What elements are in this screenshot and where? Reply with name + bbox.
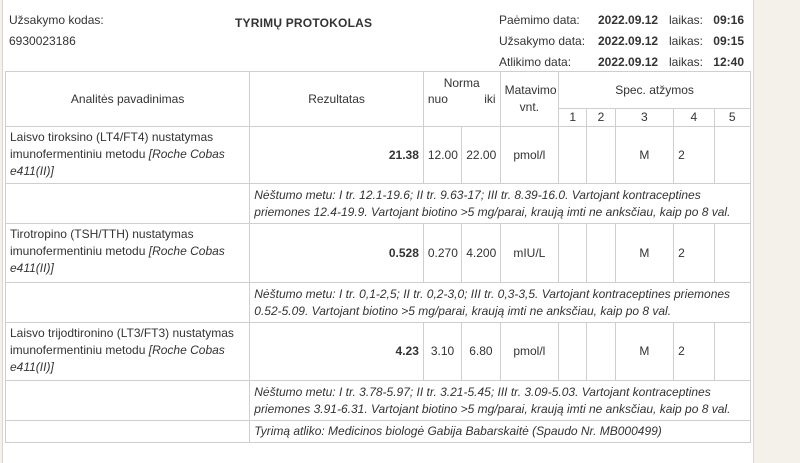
spec-mark-4: 2 (674, 127, 714, 184)
norm-spacer (423, 109, 500, 127)
order-date-row (499, 31, 744, 52)
spec-mark-4: 2 (674, 224, 714, 283)
note-row (6, 184, 751, 224)
spec-mark-4: 2 (674, 323, 714, 381)
norm-subheaders (428, 91, 496, 107)
norm-to-value: 4.200 (462, 224, 500, 283)
note-row (6, 381, 751, 421)
date-label: Atlikimo data: (499, 55, 572, 69)
result-value: 21.38 (250, 127, 424, 184)
reference-note: Nėštumo metu: I tr. 12.1-19.6; II tr. 9.63-17; III tr. 8.39-16.0. Vartojant kontraceptines priemones 12.4-19.9. Vartojant biotino >5 mg/parai, kraują imti ne anksčiau, kaip po 8 val. (250, 184, 751, 224)
spec-col-3: 3 (615, 109, 674, 127)
analyte-name (6, 224, 250, 283)
analyte-method: [Roche Cobas e411(II)] (10, 343, 225, 374)
unit-value: pmol/l (500, 323, 559, 381)
result-value: 0.528 (250, 224, 424, 283)
analyte-text: Tirotropino (TSH/TTH) nustatymas imunofermentiniu metodu (10, 227, 194, 258)
analyte-name (6, 323, 250, 381)
norm-from-value: 12.00 (423, 127, 461, 184)
order-code-block (9, 10, 104, 52)
completion-date-row (499, 52, 744, 73)
order-code-value: 6930023186 (9, 34, 76, 48)
analyte-text: Laisvo tiroksino (LT4/FT4) nustatymas imunofermentiniu metodu (10, 130, 214, 161)
spec-mark-1 (559, 127, 587, 184)
norm-to-label: iki (484, 92, 496, 107)
spec-mark-3: M (615, 127, 674, 184)
table-row (6, 127, 751, 184)
reference-note: Nėštumo metu: I tr. 3.78-5.97; II tr. 3.21-5.45; III tr. 3.09-5.03. Vartojant kontraceptines priemones 3.91-6.31. Vartojant biotino >5 mg/parai, kraują imti ne anksčiau, kaip po 8 val. (250, 381, 751, 421)
spec-mark-5 (714, 323, 750, 381)
unit-value: pmol/l (500, 127, 559, 184)
note-spacer (6, 184, 250, 224)
col-spec-header: Spec. atžymos (559, 72, 751, 109)
spec-col-4: 4 (674, 109, 714, 127)
col-norm-header (423, 72, 500, 109)
note-spacer (6, 283, 250, 323)
reference-note: Nėštumo metu: I tr. 0,1-2,5; II tr. 0,2-3,0; III tr. 0,3-3,5. Vartojant kontraceptines priemones 0.52-5.09. Vartojant biotino >5 mg/parai, kraują imti ne anksčiau, kaip po 8 val. (250, 283, 751, 323)
time-label: laikas: (669, 13, 704, 27)
performed-by-note: Tyrimą atliko: Medicinos biologė Gabija Babarskaitė (Spaudo Nr. MB000499) (250, 421, 751, 443)
date-value: 2022.09.12 (598, 13, 659, 27)
date-label: Paėmimo data: (499, 13, 580, 27)
col-unit-header: Matavimo vnt. (500, 72, 559, 127)
note-row (6, 283, 751, 323)
spec-mark-5 (714, 224, 750, 283)
col-analyte-header: Analitės pavadinimas (6, 72, 250, 127)
sampling-date-row (499, 10, 744, 31)
col-result-header: Rezultatas (250, 72, 424, 127)
table-row (6, 323, 751, 381)
norm-label: Norma (443, 76, 480, 91)
lab-report-sheet (2, 0, 754, 463)
result-value: 4.23 (250, 323, 424, 381)
note-spacer (6, 381, 250, 421)
spec-mark-2 (587, 224, 615, 283)
analyte-name (6, 127, 250, 184)
time-value: 12:40 (713, 55, 744, 69)
table-row (6, 224, 751, 283)
time-value: 09:15 (713, 34, 744, 48)
dates-block (499, 10, 744, 73)
spec-mark-5 (714, 127, 750, 184)
time-label: laikas: (669, 34, 704, 48)
date-value: 2022.09.12 (598, 55, 659, 69)
time-label: laikas: (669, 55, 704, 69)
spec-mark-2 (587, 127, 615, 184)
norm-to-value: 6.80 (462, 323, 500, 381)
order-code-label: Užsakymo kodas: (9, 13, 104, 27)
norm-to-value: 22.00 (462, 127, 500, 184)
footer-row (6, 421, 751, 443)
analyte-method: [Roche Cobas e411(II)] (10, 147, 225, 178)
date-label: Užsakymo data: (499, 34, 586, 48)
norm-from-value: 0.270 (423, 224, 461, 283)
protocol-title: TYRIMŲ PROTOKOLAS (235, 16, 373, 30)
norm-from-label: nuo (427, 92, 448, 107)
spec-col-1: 1 (559, 109, 587, 127)
unit-value: mIU/L (500, 224, 559, 283)
spec-col-5: 5 (714, 109, 750, 127)
note-spacer (6, 421, 250, 443)
spec-col-2: 2 (587, 109, 615, 127)
spec-mark-3: M (615, 224, 674, 283)
results-table (5, 71, 751, 443)
analyte-text: Laisvo trijodtironino (LT3/FT3) nustatymas imunofermentiniu metodu (10, 326, 234, 357)
spec-mark-1 (559, 323, 587, 381)
spec-mark-3: M (615, 323, 674, 381)
spec-mark-1 (559, 224, 587, 283)
date-value: 2022.09.12 (598, 34, 659, 48)
time-value: 09:16 (713, 13, 744, 27)
spec-mark-2 (587, 323, 615, 381)
norm-from-value: 3.10 (423, 323, 461, 381)
header-row (6, 72, 751, 109)
analyte-method: [Roche Cobas e411(II)] (10, 244, 225, 275)
